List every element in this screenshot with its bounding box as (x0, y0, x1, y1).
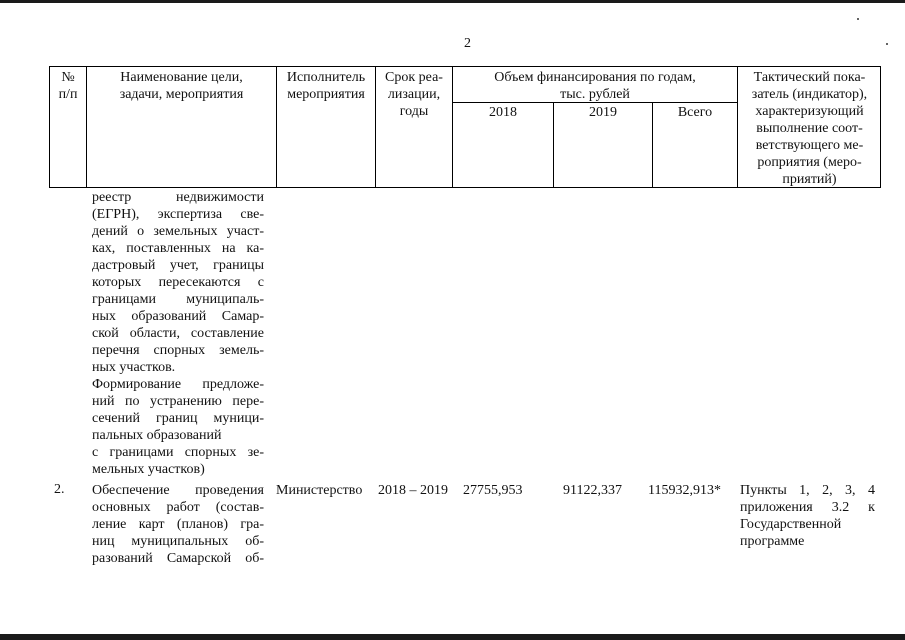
text-line: сечений границ муници- (92, 411, 264, 426)
header-text: Срок реа- (385, 70, 443, 85)
row-total-value: 115932,913* (648, 483, 721, 498)
header-text: Объем финансирования по годам, (494, 70, 696, 85)
table-header (49, 66, 881, 188)
text-line: ниц муниципальных об- (92, 534, 264, 549)
bottom-scan-border (0, 634, 905, 640)
text-line: ных образований Самар- (92, 309, 264, 324)
text-line: приложения 3.2 к (740, 500, 875, 515)
header-indicator (738, 69, 881, 188)
row-name (92, 482, 264, 567)
text-line: (ЕГРН), экспертиза све- (92, 207, 264, 222)
text-line: Формирование предложе- (92, 377, 264, 392)
header-text: выполнение соот- (756, 121, 863, 136)
header-year-2019: 2019 (589, 105, 617, 120)
text-line: разований Самарской об- (92, 551, 264, 566)
header-text: годы (399, 104, 429, 119)
text-line: дастровый учет, границы (92, 258, 264, 273)
text-line: Пункты 1, 2, 3, 4 (740, 483, 875, 498)
header-text: затель (индикатор), (751, 87, 868, 102)
header-text: Исполнитель (286, 70, 366, 85)
text-line: Государственной (740, 517, 842, 532)
header-text: характеризующий (755, 104, 864, 119)
header-text: ветствующего ме- (755, 138, 864, 153)
text-line: ных участков. (92, 360, 176, 375)
header-text: № (61, 70, 75, 85)
row-number: 2. (54, 482, 65, 497)
text-line: Обеспечение проведения (92, 483, 264, 498)
top-scan-border (0, 0, 905, 3)
header-text: лизации, (387, 87, 441, 102)
header-text: мероприятия (287, 87, 365, 102)
row-2018-value: 27755,953 (463, 483, 523, 498)
row-2019-value: 91122,337 (563, 483, 622, 498)
header-text: задачи, мероприятия (119, 87, 244, 102)
row-executor: Министерство (276, 483, 363, 498)
text-line: границами муниципаль- (92, 292, 264, 307)
text-line: перечня спорных земель- (92, 343, 264, 358)
header-text: Тактический пока- (753, 70, 866, 85)
header-finance (453, 69, 737, 103)
text-line: с границами спорных зе- (92, 445, 264, 460)
header-number (50, 69, 86, 103)
text-line: мельных участков) (92, 462, 205, 477)
row-indicator (740, 482, 875, 550)
header-executor (277, 69, 375, 103)
header-total: Всего (677, 105, 713, 120)
header-text: п/п (58, 87, 78, 102)
header-year-2018: 2018 (489, 105, 517, 120)
text-line: дений о земельных участ- (92, 224, 264, 239)
header-text: приятий) (782, 172, 837, 187)
text-line: программе (740, 534, 805, 549)
page-number: 2 (464, 36, 471, 51)
scan-speck (857, 18, 859, 20)
text-line: которых пересекаются с (92, 275, 264, 290)
text-line: реестр недвижимости (92, 190, 264, 205)
row-term: 2018 – 2019 (378, 483, 448, 498)
text-line: ний по устранению пере- (92, 394, 264, 409)
text-line: ской области, составление (92, 326, 264, 341)
header-text: Наименование цели, (120, 70, 243, 85)
header-term (376, 69, 452, 120)
text-line: основных работ (состав- (92, 500, 264, 515)
header-name (87, 69, 276, 103)
continuation-text (92, 189, 264, 478)
header-text: роприятия (меро- (757, 155, 862, 170)
text-line: ление карт (планов) гра- (92, 517, 264, 532)
text-line: пальных образований (92, 428, 222, 443)
text-line: ках, поставленных на ка- (92, 241, 264, 256)
header-text: тыс. рублей (560, 87, 630, 102)
